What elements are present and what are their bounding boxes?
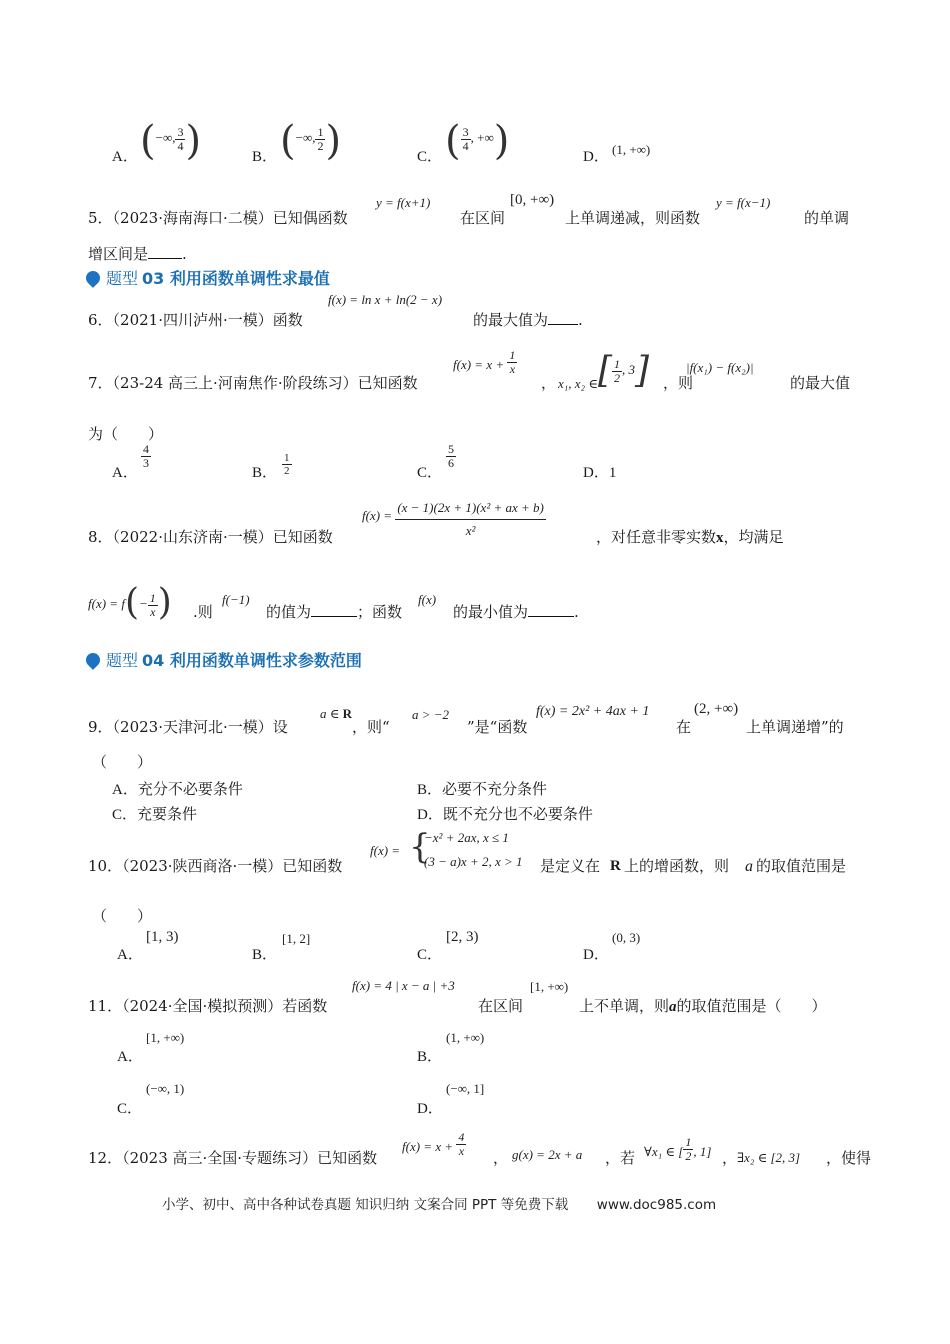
q10-mid: 是定义在	[540, 857, 601, 875]
q8-f-minus-1: f(−1)	[222, 592, 250, 607]
q10-number: 10．	[88, 857, 123, 875]
q6-period: .	[578, 311, 583, 329]
q7-comma: ，	[541, 374, 557, 392]
section-04-title: 04 利用函数单调性求参数范围	[142, 651, 362, 670]
section-03-title: 03 利用函数单调性求最值	[142, 269, 330, 288]
q9-cond: a > −2	[412, 707, 450, 722]
q7-expr: |f(x₁) − f(x₂)|	[686, 360, 754, 375]
q7-cond: x₁, x₂ ∈[ $\frac{1}{2}$ , 3]	[558, 350, 650, 391]
q5-line-2	[88, 243, 187, 264]
q12-mid: ，若	[605, 1149, 636, 1167]
q10-option-a-label: A．	[117, 947, 143, 963]
q5-answer-blank[interactable]	[148, 258, 182, 259]
q5-line2-text: 增区间是	[88, 245, 149, 263]
location-pin-icon	[83, 268, 103, 288]
q6-func: f(x) = ln x + ln(2 − x)	[328, 292, 443, 307]
q11-option-b-value: (1, +∞)	[446, 1030, 485, 1045]
q11-end-2: 的取值范围是（ ）	[676, 997, 827, 1015]
q12-end: ，使得	[826, 1149, 872, 1167]
q4-option-c-math: ( $\frac{3}{4}$ , +∞)	[445, 118, 510, 164]
q5-mid-1: 在区间	[460, 209, 506, 227]
q7-option-b-value: $\frac{1}{2}$	[284, 452, 290, 477]
q10-var-a: a	[745, 858, 753, 875]
q7-option-c-value: $\frac{5}{6}$	[448, 442, 454, 470]
q5-mid-2: 上单调递减，则函数	[565, 209, 701, 227]
q11-option-d-value: (−∞, 1]	[446, 1081, 485, 1096]
q8-end-text: ，对任意非零实数	[596, 528, 717, 546]
q7-option-a-value: $\frac{4}{3}$	[143, 442, 149, 470]
q5-text	[88, 207, 348, 228]
q11-option-c-value: (−∞, 1)	[146, 1081, 185, 1096]
q11-option-a-label: A．	[117, 1049, 143, 1065]
q10-brace: {	[409, 827, 431, 867]
q9-end: 上单调递增”的	[746, 718, 844, 736]
q4-option-d-label: D．	[583, 149, 609, 165]
q7-number: 7．	[88, 374, 113, 392]
q10-case-2: (3 − a)x + 2, x > 1	[424, 854, 523, 869]
location-pin-icon	[83, 650, 103, 670]
q10-option-b-label: B．	[252, 947, 278, 963]
q10-option-d-value: (0, 3)	[612, 930, 641, 945]
q8-min	[453, 601, 579, 622]
q10-mid-2: 上的增函数，则	[624, 857, 730, 875]
q10-text	[88, 855, 342, 876]
q12-cond-2: ∃x₂ ∈ [2, 3]	[737, 1150, 801, 1165]
q8-period: .	[574, 603, 579, 621]
q11-number: 11．	[88, 997, 123, 1015]
q11-func: f(x) = 4 | x − a | +3	[352, 978, 455, 993]
q7-line-2: 为（ ）	[88, 425, 164, 443]
section-03-prefix: 题型	[106, 269, 139, 288]
q12-comma: ，	[493, 1149, 509, 1167]
q10-end: 的取值范围是	[756, 857, 847, 875]
q10-source: （2023·陕西商洛·一模）已知函数	[122, 857, 343, 875]
q10-option-d-label: D．	[583, 947, 609, 963]
q12-text	[88, 1147, 377, 1168]
q9-number: 9．	[88, 718, 113, 736]
q8-end	[596, 526, 784, 547]
q9-source: （2023·天津河北·一模）设	[112, 718, 288, 736]
q11-var-a: a	[669, 999, 677, 1015]
q8-then: .则	[193, 603, 213, 621]
q10-option-b-value: [1, 2]	[282, 931, 311, 946]
q5-end: 的单调	[804, 209, 850, 227]
q5-period: .	[182, 245, 187, 263]
q8-number: 8．	[88, 528, 113, 546]
section-04-heading	[86, 648, 362, 671]
q10-option-a-value: [1, 3)	[146, 929, 179, 945]
q11-end	[579, 995, 827, 1016]
q7-end: 的最大值	[790, 374, 851, 392]
q9-option-d: D．既不充分也不必要条件	[417, 807, 593, 823]
q10-option-c-label: C．	[417, 947, 443, 963]
q11-end-1: 上不单调，则	[579, 997, 670, 1015]
q9-option-c: C．充要条件	[112, 807, 198, 823]
q9-a-in-R: a ∈ R	[320, 706, 353, 721]
q11-option-b-label: B．	[417, 1049, 443, 1065]
footer-text: 小学、初中、高中各种试卷真题 知识归纳 文案合同 PPT 等免费下载	[162, 1197, 569, 1213]
q10-option-c-value: [2, 3)	[446, 929, 479, 945]
q8-text	[88, 526, 333, 547]
q7-option-c-label: C．	[417, 465, 443, 481]
q6-text	[88, 309, 303, 330]
q6-end	[473, 309, 583, 330]
section-03-heading	[86, 266, 330, 289]
q6-source: （2021·四川泸州·一模）函数	[112, 311, 303, 329]
q11-interval: [1, +∞)	[530, 979, 569, 994]
q12-func-f: f(x) = x + $\frac{4}{x}$	[402, 1130, 465, 1158]
q9-option-b: B．必要不充分条件	[417, 782, 548, 798]
q8-func: f(x) = $\frac{\text{(x − 1)(2x + 1)(x² + ax + b)}}{\text{x²}}$	[362, 497, 546, 542]
footer-url-link[interactable]: www.doc985.com	[596, 1197, 717, 1213]
q10-R: R	[610, 858, 621, 874]
q7-option-b-label: B．	[252, 465, 278, 481]
q9-option-a: A．充分不必要条件	[112, 782, 243, 798]
q4-option-a-math: (−∞, $\frac{3}{4}$ )	[140, 118, 202, 164]
q4-option-d-math: (1, +∞)	[612, 142, 651, 157]
q6-number: 6．	[88, 311, 113, 329]
q4-option-b-label: B．	[252, 149, 278, 165]
q5-source: （2023·海南海口·二模）已知偶函数	[112, 209, 348, 227]
q7-option-d: D．1	[583, 465, 617, 481]
q11-option-a-value: [1, +∞)	[146, 1030, 185, 1045]
q9-mid-3: 在	[676, 718, 692, 736]
q11-option-c-label: C．	[117, 1101, 143, 1117]
q7-source: （23-24 高三上·河南焦作·阶段练习）已知函数	[112, 374, 418, 392]
q10-case-1: −x² + 2ax, x ≤ 1	[424, 830, 509, 845]
q8-sep: ；函数	[357, 603, 403, 621]
q9-interval: (2, +∞)	[694, 701, 739, 717]
q12-cond-1: ∀x₁ ∈ [ $\frac{1}{2}$ , 1]	[644, 1135, 712, 1163]
q11-source: （2024·全国·模拟预测）若函数	[122, 997, 328, 1015]
q5-func-1: y = f(x+1)	[376, 195, 431, 210]
q4-option-c-label: C．	[417, 149, 443, 165]
q5-interval: [0, +∞)	[510, 192, 555, 208]
q10-line-2: （ ）	[92, 907, 153, 925]
q12-func-g: g(x) = 2x + a	[512, 1147, 583, 1162]
q10-func-lhs: f(x) =	[370, 843, 401, 858]
q7-func: f(x) = x + $\frac{1}{x}$	[453, 348, 516, 376]
q8-answer-blank-2[interactable]	[528, 616, 574, 617]
q12-number: 12．	[88, 1149, 123, 1167]
q8-value	[266, 601, 402, 622]
q6-answer-blank[interactable]	[548, 324, 578, 325]
q8-val-text: 的值为	[266, 603, 312, 621]
page-footer	[162, 1193, 716, 1213]
q9-mid-1: ，则“	[352, 718, 390, 736]
q8-answer-blank-1[interactable]	[311, 616, 357, 617]
q9-mid-2: ”是“函数	[467, 718, 528, 736]
q5-func-2: y = f(x−1)	[716, 195, 771, 210]
q8-fx: f(x)	[418, 592, 437, 607]
q9-text	[88, 716, 288, 737]
q9-line-2: （ ）	[92, 753, 153, 771]
q12-comma-2: ，	[722, 1149, 738, 1167]
q8-end-text-2: ，均满足	[723, 528, 784, 546]
q12-source: （2023 高三·全国·专题练习）已知函数	[122, 1149, 378, 1167]
q7-text	[88, 372, 418, 393]
q8-line2-math: f(x) = f(− $\frac{1}{x}$ )	[88, 582, 172, 623]
q8-min-text: 的最小值为	[453, 603, 529, 621]
q8-var-x: x	[716, 530, 724, 546]
q11-mid: 在区间	[478, 997, 524, 1015]
q6-end-text: 的最大值为	[473, 311, 549, 329]
q7-mid: ，则	[663, 374, 694, 392]
q5-number: 5．	[88, 209, 113, 227]
q7-option-a-label: A．	[112, 465, 138, 481]
q8-source: （2022·山东济南·一模）已知函数	[112, 528, 333, 546]
section-04-prefix: 题型	[106, 651, 139, 670]
q9-func: f(x) = 2x² + 4ax + 1	[536, 704, 650, 719]
q4-option-a-label: A．	[112, 149, 138, 165]
q11-text	[88, 995, 327, 1016]
q11-option-d-label: D．	[417, 1101, 443, 1117]
q4-option-b-math: (−∞, $\frac{1}{2}$ )	[280, 118, 342, 164]
